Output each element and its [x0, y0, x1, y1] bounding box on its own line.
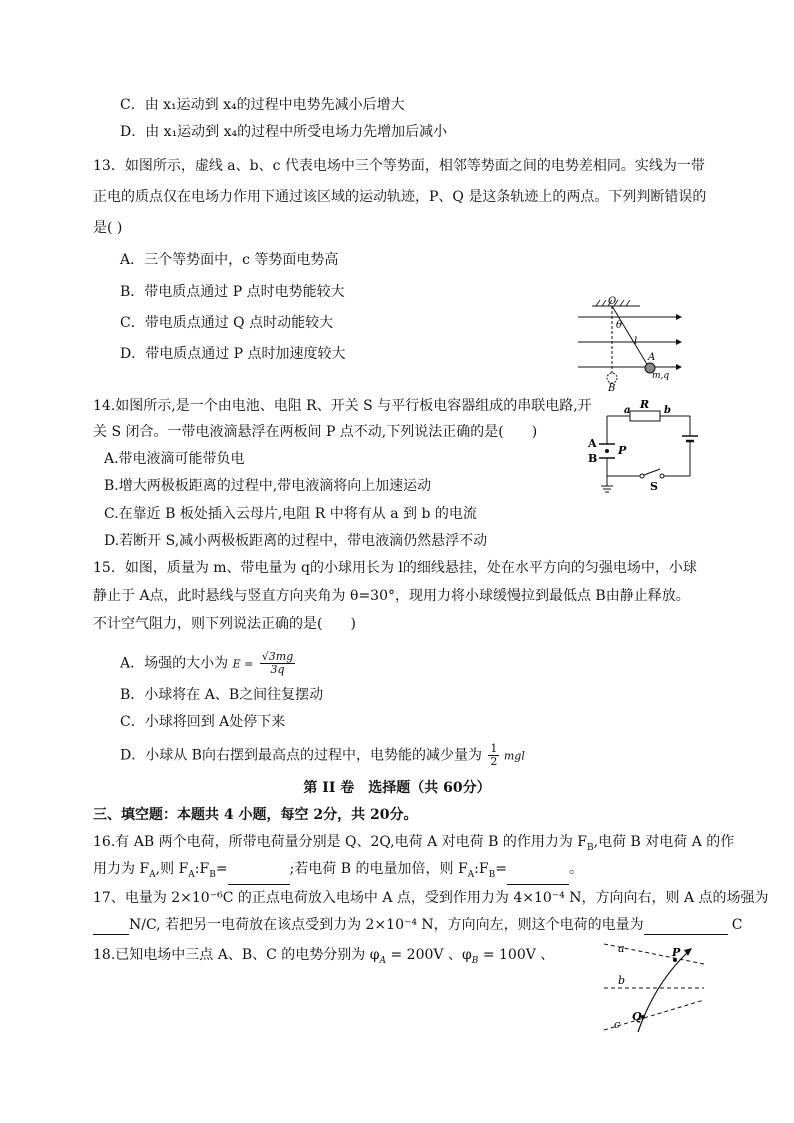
label-plate-b: B — [588, 452, 598, 465]
q16-line1 — [93, 832, 734, 858]
label-a: a — [618, 942, 625, 955]
label-q: Q — [632, 1010, 642, 1023]
q13-option-b: B．带电质点通过 P 点时电势能较大 — [120, 284, 345, 300]
q15-option-d-text: D．小球从 B向右摆到最高点的过程中，电势能的减少量为 — [120, 747, 482, 764]
q17-line2 — [93, 915, 742, 935]
q13-option-d: D．带电质点通过 P 点时加速度较大 — [120, 346, 346, 362]
q15-option-d — [120, 743, 525, 768]
q13-stem-line1: 13．如图所示，虚线 a、b、c 代表电场中三个等势面，相邻等势面之间的电势差相同。实线为一带 — [93, 158, 705, 174]
q15-option-a — [120, 651, 295, 676]
q15-option-d-fraction — [488, 743, 499, 768]
q15-stem-line2: 静止于 A点，此时悬线与竖直方向夹角为 θ=30°，现用力将小球缓慢拉到最低点 B由静止释放。 — [93, 588, 690, 604]
label-b-small: b — [664, 405, 671, 416]
label-a-small: a — [624, 405, 631, 416]
q18-tail: = 100V 、 — [478, 947, 555, 963]
q14-option-b: B.增大两极板距离的过程中,带电液滴将向上加速运动 — [104, 478, 432, 494]
q14-option-a: A.带电液滴可能带负电 — [104, 451, 245, 467]
subscript: B — [587, 842, 594, 853]
fraction-numerator: 1 — [490, 742, 498, 755]
subscript: B — [488, 869, 496, 880]
subscript: B — [209, 869, 216, 880]
q16-line1-tail: ,电荷 B 对电荷 A 的作 — [593, 834, 735, 850]
q14-stem-line1: 14.如图所示,是一个由电池、电阻 R、开关 S 与平行板电容器组成的串联电路,开 — [93, 398, 592, 414]
answer-blank-2[interactable] — [507, 870, 569, 885]
q13-stem-line2: 正电的质点仅在电场力作用下通过该区域的运动轨迹，P、Q 是这条轨迹上的两点。下列判断错误的 — [93, 189, 707, 205]
label-p: P — [618, 444, 627, 457]
q17-line2-text: N/C, 若把另一电荷放在该点受到力为 2×10⁻⁴ N，方向向左，则这个电荷的电量为 — [129, 917, 644, 933]
label-r: R — [640, 400, 650, 411]
q15-stem-line3: 不计空气阻力，则下列说法正确的是( ) — [93, 616, 356, 632]
fraction-numerator: √3mg — [261, 650, 294, 663]
q13-option-a: A．三个等势面中，c 等势面电势高 — [120, 252, 339, 268]
label-l: l — [634, 336, 638, 347]
label-a: A — [648, 352, 656, 363]
q16-line2 — [93, 859, 583, 885]
label-theta: θ — [616, 320, 623, 331]
circuit-figure — [582, 400, 702, 495]
q17-line2-unit: C — [731, 917, 743, 933]
q16-line2-g: = — [495, 861, 507, 877]
answer-blank-1[interactable] — [228, 870, 290, 885]
label-mq: m,q — [652, 371, 670, 381]
q13-stem-line3: 是( ) — [93, 220, 123, 236]
answer-blank-4[interactable] — [644, 920, 728, 935]
subscript: A — [188, 869, 195, 880]
q12-option-d: D．由 x₁运动到 x₄的过程中所受电场力先增加后减小 — [120, 124, 448, 140]
q16-line2-a: 用力为 F — [93, 861, 150, 877]
fraction-denominator: 3q — [270, 663, 285, 676]
q15-option-a-text: A．场强的大小为 — [120, 655, 229, 672]
subscript: A — [149, 869, 156, 880]
label-s: S — [650, 480, 658, 493]
q15-stem-line1: 15．如图，质量为 m、带电量为 q的小球用长为 l的细线悬挂，处在水平方向的匀强电场中，小球 — [93, 560, 697, 576]
label-o: O — [608, 296, 617, 307]
q13-option-c: C．带电质点通过 Q 点时动能较大 — [120, 315, 334, 331]
label-b: B — [608, 383, 616, 392]
q18-text: 18.已知电场中三点 A、B、C 的电势分别为 φ — [93, 947, 380, 963]
q15-option-a-lhs: E = — [232, 657, 254, 671]
q16-line2-h: 。 — [568, 861, 583, 877]
q15-option-c: C．小球将回到 A处停下来 — [120, 714, 286, 730]
label-p: P — [672, 946, 681, 959]
label-plate-a: A — [588, 437, 597, 450]
label-c: c — [614, 1018, 621, 1031]
q14-option-d: D.若断开 S,减小两极板距离的过程中，带电液滴仍然悬浮不动 — [104, 533, 488, 549]
q16-line2-c: :F — [194, 861, 210, 877]
section-heading: 三、填空题：本题共 4 小题，每空 2分，共 20分。 — [93, 807, 418, 823]
subscript: A — [467, 869, 475, 880]
q14-option-c: C.在靠近 B 板处插入云母片,电阻 R 中将有从 a 到 b 的电流 — [104, 506, 477, 522]
q16-line2-d: = — [215, 861, 228, 877]
q17-line1: 17、电量为 2×10⁻⁶C 的正点电荷放入电场中 A 点，受到作用力为 4×10⁻⁴ N，方向向右，则 A 点的场强为 — [93, 890, 769, 906]
q15-option-a-fraction — [260, 651, 295, 676]
equipotential-figure — [600, 938, 710, 1033]
q15-option-d-tail: mgl — [503, 749, 525, 763]
q18-mid: = 200V 、φ — [386, 947, 472, 963]
q14-stem-line2: 关 S 闭合。一带电液滴悬浮在两板间 P 点不动,下列说法正确的是( ) — [93, 424, 538, 440]
answer-blank-3[interactable] — [93, 920, 129, 935]
q12-option-c: C．由 x₁运动到 x₄的过程中电势先减小后增大 — [120, 97, 405, 113]
q16-line1-text: 16.有 AB 两个电荷，所带电荷量分别是 Q、2Q,电荷 A 对电荷 B 的作用力为 F — [93, 834, 587, 850]
q16-line2-b: ,则 F — [155, 861, 189, 877]
part2-title: 第 II 卷 选择题（共 60分） — [303, 780, 491, 796]
subscript: A — [379, 955, 387, 966]
q16-line2-e: ;若电荷 B 的电量加倍，则 F — [289, 861, 468, 877]
q16-line2-f: :F — [474, 861, 489, 877]
q15-option-b: B．小球将在 A、B之间往复摆动 — [120, 687, 324, 703]
fraction-denominator: 2 — [490, 755, 498, 768]
pendulum-figure — [570, 292, 690, 392]
q18-line1 — [93, 945, 554, 971]
subscript: B — [471, 955, 479, 966]
label-b: b — [618, 974, 626, 987]
